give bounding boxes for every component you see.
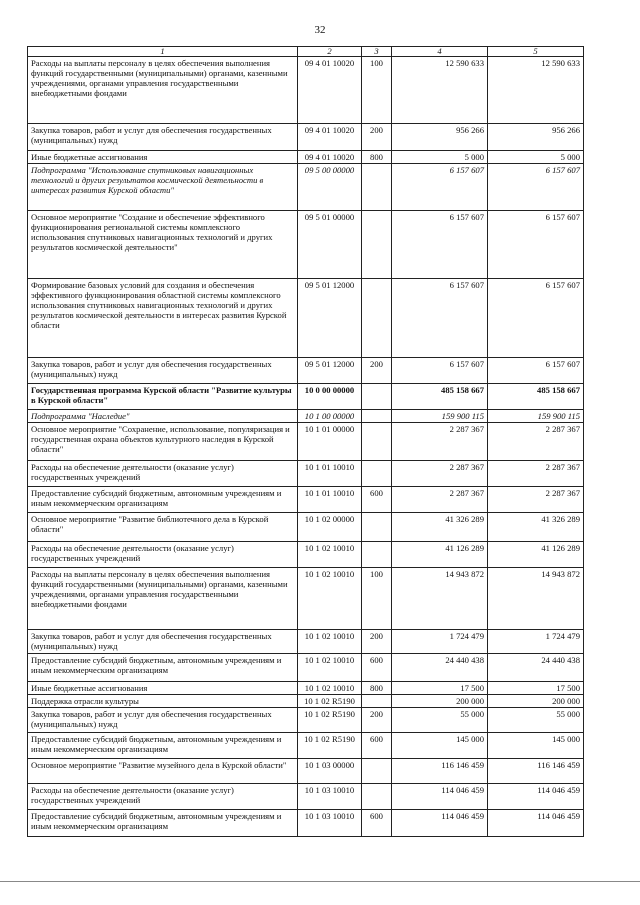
row-name-cell: Подпрограмма "Использование спутниковых навигационных технологий и других результатов космической деятельности в интересах развития Курской области": [28, 164, 298, 211]
row-amount-cell: 6 157 607: [488, 358, 584, 384]
row-name-cell: Основное мероприятие "Создание и обеспечение эффективного функционирования региональной системы комплексного использования спутниковых навигационных технологий и других результатов космической деятельности": [28, 211, 298, 279]
row-amount-cell: 159 900 115: [488, 410, 584, 423]
table-row: [28, 487, 584, 513]
table-row: [28, 384, 584, 410]
row-amount-cell: 116 146 459: [392, 759, 488, 784]
row-name-cell: Основное мероприятие "Развитие библиотечного дела в Курской области": [28, 513, 298, 542]
row-code-cell: 10 1 02 R5190: [298, 695, 362, 708]
table-row: [28, 164, 584, 211]
row-code-cell: 10 1 03 10010: [298, 810, 362, 837]
row-expense-type-cell: [362, 384, 392, 410]
row-amount-cell: 159 900 115: [392, 410, 488, 423]
row-name-cell: Предоставление субсидий бюджетным, автономным учреждениям и иным некоммерческим организациям: [28, 654, 298, 682]
row-name-cell: Закупка товаров, работ и услуг для обеспечения государственных (муниципальных) нужд: [28, 124, 298, 151]
table-row: [28, 733, 584, 759]
table-row: [28, 568, 584, 630]
row-expense-type-cell: 600: [362, 487, 392, 513]
row-amount-cell: 114 046 459: [392, 784, 488, 810]
row-name-cell: Предоставление субсидий бюджетным, автономным учреждениям и иным некоммерческим организациям: [28, 733, 298, 759]
row-expense-type-cell: 600: [362, 654, 392, 682]
row-name-cell: Предоставление субсидий бюджетным, автономным учреждениям и иным некоммерческим организациям: [28, 487, 298, 513]
row-expense-type-cell: [362, 542, 392, 568]
row-amount-cell: 1 724 479: [488, 630, 584, 654]
row-name-cell: Формирование базовых условий для создания и обеспечения эффективного функционирования областной системы комплексного использования спутниковых навигационных технологий и других результатов космической деятельности в интересах развития Курской области: [28, 279, 298, 358]
bottom-rule: [0, 881, 640, 882]
row-name-cell: Иные бюджетные ассигнования: [28, 151, 298, 164]
table-row: [28, 682, 584, 695]
row-expense-type-cell: 200: [362, 358, 392, 384]
row-expense-type-cell: 600: [362, 810, 392, 837]
row-code-cell: 10 0 00 00000: [298, 384, 362, 410]
row-expense-type-cell: [362, 423, 392, 461]
row-amount-cell: 2 287 367: [488, 487, 584, 513]
row-amount-cell: 17 500: [392, 682, 488, 695]
row-name-cell: Государственная программа Курской области "Развитие культуры в Курской области": [28, 384, 298, 410]
row-expense-type-cell: [362, 279, 392, 358]
row-name-cell: Расходы на выплаты персоналу в целях обеспечения выполнения функций государственными (муниципальными) органами, казенными учреждениями, органами управления государственными внебюджетными фондами: [28, 57, 298, 124]
row-code-cell: 10 1 02 10010: [298, 630, 362, 654]
row-name-cell: Поддержка отрасли культуры: [28, 695, 298, 708]
row-name-cell: Расходы на обеспечение деятельности (оказание услуг) государственных учреждений: [28, 542, 298, 568]
row-name-cell: Подпрограмма "Наследие": [28, 410, 298, 423]
row-expense-type-cell: 100: [362, 57, 392, 124]
table-row: [28, 695, 584, 708]
row-amount-cell: 6 157 607: [392, 279, 488, 358]
row-code-cell: 10 1 01 00000: [298, 423, 362, 461]
row-expense-type-cell: [362, 211, 392, 279]
row-name-cell: Закупка товаров, работ и услуг для обеспечения государственных (муниципальных) нужд: [28, 358, 298, 384]
row-code-cell: 10 1 00 00000: [298, 410, 362, 423]
row-amount-cell: 485 158 667: [392, 384, 488, 410]
row-amount-cell: 14 943 872: [488, 568, 584, 630]
table-row: [28, 423, 584, 461]
row-amount-cell: 145 000: [392, 733, 488, 759]
column-header-3: 3: [362, 47, 392, 57]
row-amount-cell: 5 000: [488, 151, 584, 164]
table-row: [28, 784, 584, 810]
row-amount-cell: 6 157 607: [392, 358, 488, 384]
column-number-row: [28, 47, 584, 57]
row-expense-type-cell: 800: [362, 151, 392, 164]
table-row: [28, 654, 584, 682]
row-name-cell: Расходы на обеспечение деятельности (оказание услуг) государственных учреждений: [28, 461, 298, 487]
table-row: [28, 810, 584, 837]
row-code-cell: 09 5 01 12000: [298, 279, 362, 358]
row-code-cell: 09 5 01 00000: [298, 211, 362, 279]
row-amount-cell: 55 000: [392, 708, 488, 733]
row-name-cell: Предоставление субсидий бюджетным, автономным учреждениям и иным некоммерческим организациям: [28, 810, 298, 837]
row-name-cell: Иные бюджетные ассигнования: [28, 682, 298, 695]
row-amount-cell: 41 326 289: [488, 513, 584, 542]
table-row: [28, 211, 584, 279]
row-expense-type-cell: 200: [362, 630, 392, 654]
row-amount-cell: 116 146 459: [488, 759, 584, 784]
row-name-cell: Закупка товаров, работ и услуг для обеспечения государственных (муниципальных) нужд: [28, 708, 298, 733]
row-code-cell: 10 1 02 00000: [298, 513, 362, 542]
row-name-cell: Закупка товаров, работ и услуг для обеспечения государственных (муниципальных) нужд: [28, 630, 298, 654]
row-name-cell: Основное мероприятие "Развитие музейного дела в Курской области": [28, 759, 298, 784]
row-amount-cell: 6 157 607: [488, 279, 584, 358]
table-row: [28, 513, 584, 542]
row-expense-type-cell: 100: [362, 568, 392, 630]
table-row: [28, 124, 584, 151]
column-header-1: 1: [28, 47, 298, 57]
row-code-cell: 10 1 01 10010: [298, 461, 362, 487]
row-amount-cell: 6 157 607: [392, 211, 488, 279]
row-amount-cell: 6 157 607: [392, 164, 488, 211]
row-amount-cell: 2 287 367: [392, 461, 488, 487]
row-expense-type-cell: [362, 759, 392, 784]
row-amount-cell: 2 287 367: [392, 423, 488, 461]
column-header-5: 5: [488, 47, 584, 57]
row-amount-cell: 55 000: [488, 708, 584, 733]
row-code-cell: 10 1 01 10010: [298, 487, 362, 513]
table-row: [28, 151, 584, 164]
row-amount-cell: 24 440 438: [488, 654, 584, 682]
row-amount-cell: 114 046 459: [488, 810, 584, 837]
row-name-cell: Расходы на обеспечение деятельности (оказание услуг) государственных учреждений: [28, 784, 298, 810]
table-row: [28, 279, 584, 358]
row-amount-cell: 41 126 289: [488, 542, 584, 568]
row-amount-cell: 485 158 667: [488, 384, 584, 410]
row-expense-type-cell: 200: [362, 708, 392, 733]
row-amount-cell: 2 287 367: [488, 423, 584, 461]
row-expense-type-cell: 200: [362, 124, 392, 151]
row-code-cell: 10 1 02 R5190: [298, 733, 362, 759]
row-amount-cell: 114 046 459: [392, 810, 488, 837]
row-code-cell: 10 1 02 R5190: [298, 708, 362, 733]
row-amount-cell: 12 590 633: [488, 57, 584, 124]
row-expense-type-cell: 600: [362, 733, 392, 759]
table-row: [28, 358, 584, 384]
row-amount-cell: 17 500: [488, 682, 584, 695]
row-amount-cell: 14 943 872: [392, 568, 488, 630]
row-code-cell: 09 4 01 10020: [298, 124, 362, 151]
row-name-cell: Расходы на выплаты персоналу в целях обеспечения выполнения функций государственными (муниципальными) органами, казенными учреждениями, органами управления государственными внебюджетными фондами: [28, 568, 298, 630]
row-expense-type-cell: [362, 695, 392, 708]
row-amount-cell: 200 000: [392, 695, 488, 708]
row-code-cell: 09 4 01 10020: [298, 151, 362, 164]
column-header-2: 2: [298, 47, 362, 57]
row-code-cell: 09 5 01 12000: [298, 358, 362, 384]
budget-table-body: [28, 47, 584, 837]
column-header-4: 4: [392, 47, 488, 57]
row-amount-cell: 200 000: [488, 695, 584, 708]
budget-table: [27, 46, 584, 837]
row-code-cell: 10 1 02 10010: [298, 568, 362, 630]
table-row: [28, 708, 584, 733]
row-amount-cell: 114 046 459: [488, 784, 584, 810]
table-row: [28, 410, 584, 423]
row-amount-cell: 145 000: [488, 733, 584, 759]
row-amount-cell: 6 157 607: [488, 164, 584, 211]
row-code-cell: 09 4 01 10020: [298, 57, 362, 124]
row-expense-type-cell: [362, 513, 392, 542]
row-amount-cell: 41 326 289: [392, 513, 488, 542]
table-row: [28, 57, 584, 124]
row-expense-type-cell: [362, 461, 392, 487]
row-amount-cell: 5 000: [392, 151, 488, 164]
row-amount-cell: 956 266: [488, 124, 584, 151]
row-expense-type-cell: 800: [362, 682, 392, 695]
row-code-cell: 10 1 03 10010: [298, 784, 362, 810]
table-row: [28, 630, 584, 654]
row-amount-cell: 2 287 367: [488, 461, 584, 487]
row-code-cell: 10 1 02 10010: [298, 654, 362, 682]
row-amount-cell: 41 126 289: [392, 542, 488, 568]
table-row: [28, 461, 584, 487]
table-row: [28, 759, 584, 784]
row-code-cell: 09 5 00 00000: [298, 164, 362, 211]
table-row: [28, 542, 584, 568]
page-number: 32: [314, 24, 326, 36]
row-expense-type-cell: [362, 164, 392, 211]
row-amount-cell: 2 287 367: [392, 487, 488, 513]
row-name-cell: Основное мероприятие "Сохранение, использование, популяризация и государственная охрана объектов культурного наследия в Курской области": [28, 423, 298, 461]
row-code-cell: 10 1 02 10010: [298, 542, 362, 568]
row-amount-cell: 1 724 479: [392, 630, 488, 654]
row-amount-cell: 24 440 438: [392, 654, 488, 682]
row-expense-type-cell: [362, 784, 392, 810]
row-amount-cell: 6 157 607: [488, 211, 584, 279]
row-expense-type-cell: [362, 410, 392, 423]
row-code-cell: 10 1 02 10010: [298, 682, 362, 695]
row-amount-cell: 12 590 633: [392, 57, 488, 124]
row-amount-cell: 956 266: [392, 124, 488, 151]
row-code-cell: 10 1 03 00000: [298, 759, 362, 784]
